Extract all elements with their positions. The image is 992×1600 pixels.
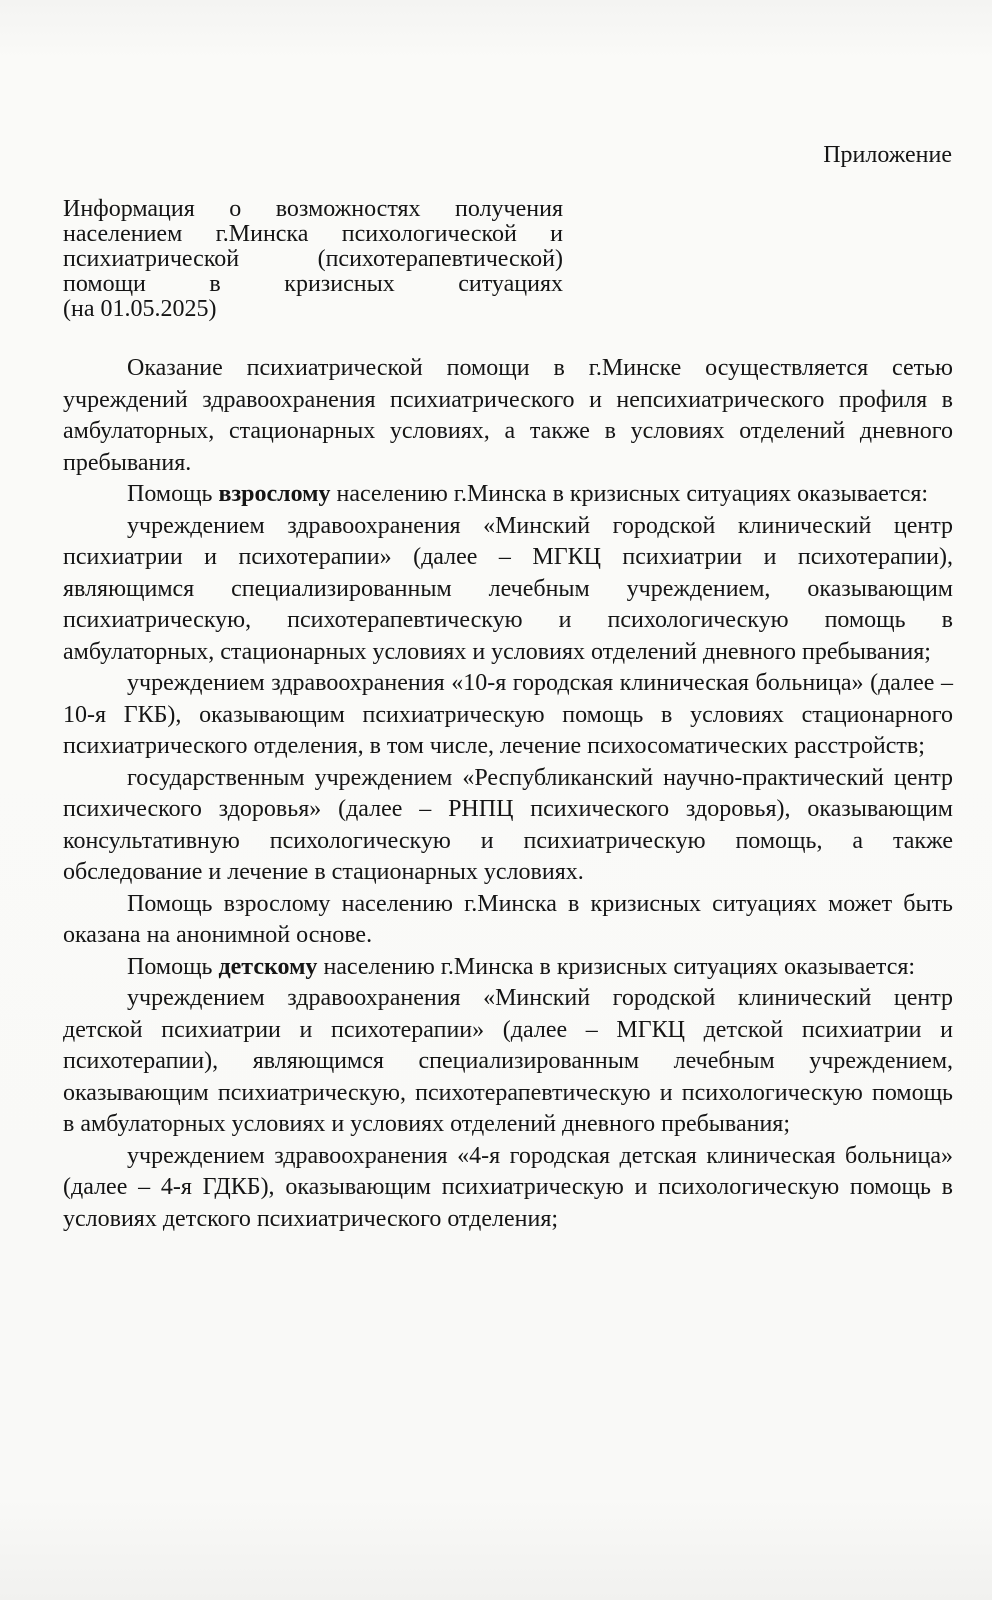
heading-line: населением г.Минска психологической и [63,221,563,247]
heading-line: помощи в кризисных ситуациях [63,271,563,297]
paragraph-mgkc-child: учреждением здравоохранения «Минский городской клинический центр детской психиатрии и психотерапии» (далее – МГКЦ детской психиатрии и психотерапии), являющимся специализированным лечебным учреждением, оказывающим психиатрическую, психотерапевтическую и психологическую помощь в амбулаторных условиях и условиях отделений дневного пребывания; [63,985,953,1137]
heading-line: психиатрической (психотерапевтической) [63,246,563,272]
paragraph-text: населению г.Минска в кризисных ситуациях оказывается: [330,481,929,507]
paragraph-adult-help [63,479,953,511]
paragraph-rnpc: государственным учреждением «Республиканский научно-практический центр психического здоровья» (далее – РНПЦ психического здоровья), оказывающим консультативную психологическую и психиатрическую помощь, а также обследование и лечение в стационарных условиях. [63,764,953,885]
document-heading [63,197,563,322]
paragraph-text: Помощь [127,953,219,980]
heading-line: Информация о возможностях получения [63,196,563,222]
annex-label: Приложение [823,142,952,168]
paragraph-mgkc: учреждением здравоохранения «Минский городской клинический центр психиатрии и психотерапии» (далее – МГКЦ психиатрии и психотерапии), являющимся специализированным лечебным учреждением, оказывающим психиатрическую, психотерапевтическую и психологическую помощь в амбулаторных, стационарных условиях и условиях отделений дневного пребывания; [63,512,953,665]
paragraph-intro: Оказание психиатрической помощи в г.Минске осуществляется сетью учреждений здравоохранения психиатрического и непсихиатрического профиля в амбулаторных, стационарных условиях, а также в условиях отделений дневного пребывания. [63,355,953,476]
paragraph-10-gkb: учреждением здравоохранения «10-я городская клиническая больница» (далее – 10-я ГКБ), оказывающим психиатрическую помощь в условиях стационарного психиатрического отделения, в том числе, лечение психосоматических расстройств; [63,670,953,759]
document-body [63,353,953,1235]
paragraph-anonymous: Помощь взрослому населению г.Минска в кризисных ситуациях может быть оказана на анонимной основе. [63,890,953,948]
paragraph-text: населению г.Минска в кризисных ситуациях оказывается: [317,953,916,980]
heading-date-line: (на 01.05.2025) [63,296,217,322]
paragraph-child-help [63,952,953,984]
paragraph-4-gdkb: учреждением здравоохранения «4-я городская детская клиническая больница» (далее – 4-я ГДКБ), оказывающим психиатрическую и психологическую помощь в условиях детского психиатрического отделения; [63,1142,953,1232]
paragraph-text: Помощь [127,481,219,507]
emphasis-child: детскому [218,953,318,980]
emphasis-adult: взрослому [218,481,331,507]
